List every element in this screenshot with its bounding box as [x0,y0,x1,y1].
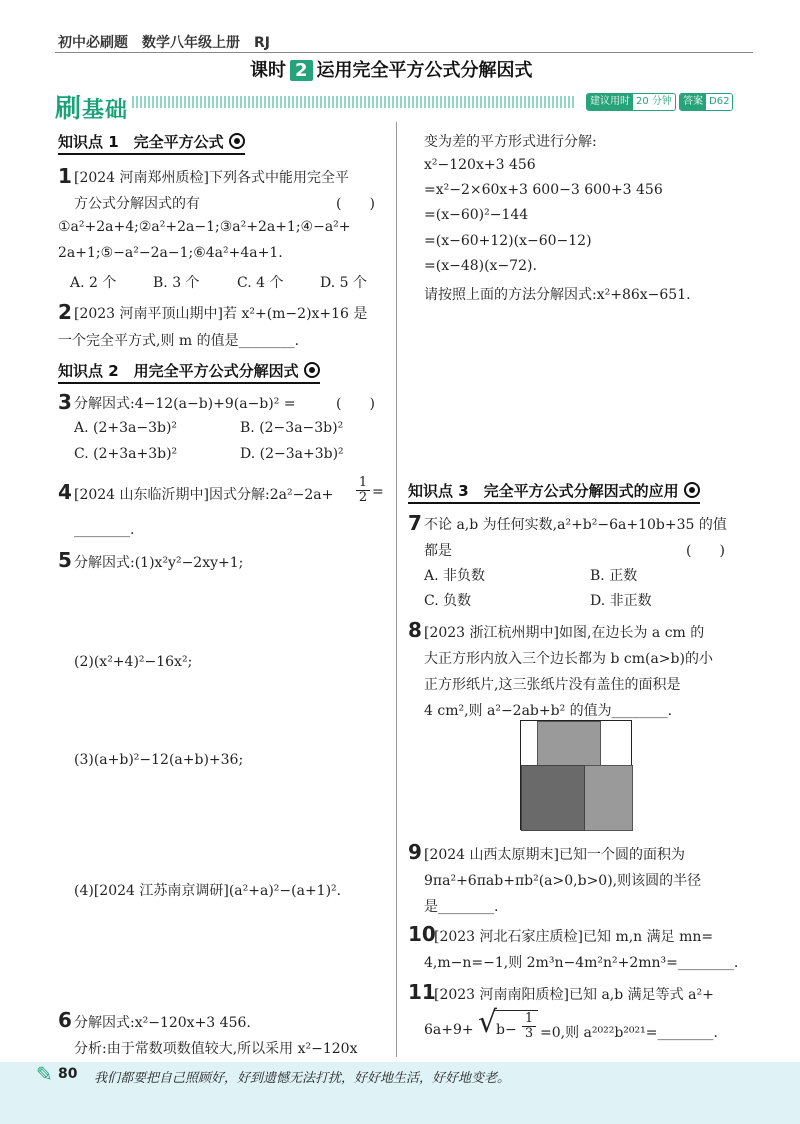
q1-number: 1 [58,164,72,188]
q6-continued-2: x²−120x+3 456 [424,157,536,173]
q10-line2: 4,m−n=−1,则 2m³n−4m²n²+2mn³=________. [424,955,739,971]
q11-frac-numerator: 1 [524,1011,534,1026]
q11-radicand: b− [496,1022,517,1038]
brand-big: 刷 [55,94,83,124]
q11-line2a: 6a+9+ [424,1022,474,1038]
time-key: 建议用时 [587,94,633,110]
page-number: 80 [58,1066,78,1082]
brand-banner [55,88,128,125]
q5-part3: (3)(a+b)²−12(a+b)+36; [74,752,244,768]
q4-equals: = [372,484,384,500]
q1-answer-blank: ( ) [336,196,375,212]
kp2-label: 知识点 2 用完全平方公式分解因式 [58,362,299,380]
q5-part1: 分解因式:(1)x²y²−2xy+1; [74,555,244,571]
q6-line1: 分解因式:x²−120x+3 456. [74,1015,251,1031]
q1-option-b: B. 3 个 [153,275,200,291]
q1-option-c: C. 4 个 [237,275,284,291]
q6-continued-3: =x²−2×60x+3 600−3 600+3 456 [424,182,663,198]
q7-option-c: C. 负数 [424,593,472,609]
paper-square-left [521,765,585,831]
q2-line2: 一个完全平方式,则 m 的值是________. [58,333,300,349]
q4-fraction [356,476,370,505]
q9-line2: 9πa²+6πab+πb²(a>0,b>0),则该圆的半径 [424,873,702,889]
q3-line1: 分解因式:4−12(a−b)+9(a−b)² = [74,396,296,412]
kp1-label: 知识点 1 完全平方公式 [58,133,224,151]
q7-line1: 不论 a,b 为任何实数,a²+b²−6a+10b+35 的值 [424,517,727,533]
q8-line3: 正方形纸片,这三张纸片没有盖住的面积是 [424,677,681,693]
q8-number: 8 [408,618,422,642]
q1-line2: 方公式分解因式的有 [74,196,200,212]
q11-number: 11 [408,980,436,1004]
radical-sign: √ [478,1005,498,1040]
q3-option-d: D. (2−3a+3b)² [240,446,344,462]
q11-fraction [522,1012,536,1041]
time-tag [586,93,676,111]
lesson-prefix: 课时 [250,60,286,81]
q8-line1: [2023 浙江杭州期中]如图,在边长为 a cm 的 [424,625,705,641]
target-icon [229,133,245,149]
q6-continued-5: =(x−60+12)(x−60−12) [424,233,592,249]
q6-continued-7: 请按照上面的方法分解因式:x²+86x−651. [424,287,691,303]
q9-line3: 是________. [424,899,499,915]
q10-number: 10 [408,922,436,946]
column-divider [396,122,397,1057]
squares-figure [520,720,632,830]
q8-line4: 4 cm²,则 a²−2ab+b² 的值为________. [424,703,673,719]
banner-stripes [132,96,576,108]
kp3-label: 知识点 3 完全平方公式分解因式的应用 [408,482,679,500]
q11-line1: [2023 河南南阳质检]已知 a,b 满足等式 a²+ [434,987,714,1003]
q3-answer-blank: ( ) [336,396,375,412]
knowledge-point-1 [58,131,245,155]
q6-number: 6 [58,1008,72,1032]
q11-line2b: =0,则 a²⁰²²b²⁰²¹=________. [540,1025,718,1041]
q6-continued-1: 变为差的平方形式进行分解: [424,134,597,150]
book-header: 初中必刷题 数学八年级上册 RJ [58,35,270,51]
lesson-number: 2 [290,60,313,81]
pencil-icon: ✎ [36,1062,53,1086]
target-icon [684,482,700,498]
q1-line1: [2024 河南郑州质检]下列各式中能用完全平 [74,170,350,186]
knowledge-point-3 [408,480,700,504]
q7-answer-blank: ( ) [686,543,725,559]
q9-line1: [2024 山西太原期末]已知一个圆的面积为 [424,847,686,863]
q6-line2: 分析:由于常数项数值较大,所以采用 x²−120x [74,1041,358,1057]
footer-motto: 我们都要把自己照顾好，好到遗憾无法打扰，好好地生活，好好地变老。 [94,1071,511,1086]
q5-part2: (2)(x²+4)²−16x²; [74,654,193,670]
answer-key: 答案 [680,94,706,110]
q7-option-b: B. 正数 [590,568,638,584]
time-value: 20 分钟 [633,94,675,110]
lesson-title [250,56,533,82]
brand-small: 基础 [82,98,129,123]
q4-line2: ________. [74,522,135,538]
q10-line1: [2023 河北石家庄质检]已知 m,n 满足 mn= [434,929,714,945]
lesson-name: 运用完全平方公式分解因式 [316,60,533,81]
q1-option-d: D. 5 个 [320,275,367,291]
q4-number: 4 [58,480,72,504]
answer-tag [679,93,733,111]
q9-number: 9 [408,840,422,864]
q1-line4: 2a+1;⑤−a²−2a−1;⑥4a²+4a+1. [58,245,283,261]
q6-continued-4: =(x−60)²−144 [424,207,529,223]
q2-line1: [2023 河南平顶山期中]若 x²+(m−2)x+16 是 [74,306,368,322]
q5-number: 5 [58,548,72,572]
q2-number: 2 [58,300,72,324]
q11-frac-denominator: 3 [522,1026,536,1041]
q7-option-d: D. 非正数 [590,593,652,609]
q4-frac-denominator: 2 [356,490,370,505]
header-rule [55,52,753,53]
q4-line1: [2024 山东临沂期中]因式分解:2a²−2a+ [74,487,334,503]
q7-number: 7 [408,511,422,535]
q3-number: 3 [58,390,72,414]
knowledge-point-2 [58,360,320,384]
q1-line3: ①a²+2a+4;②a²+2a−1;③a²+2a+1;④−a²+ [58,219,351,235]
q3-option-a: A. (2+3a−3b)² [74,420,178,436]
q7-line2: 都是 [424,543,452,559]
q3-option-b: B. (2−3a−3b)² [240,420,344,436]
q5-part4: (4)[2024 江苏南京调研](a²+a)²−(a+1)². [74,883,342,899]
q7-option-a: A. 非负数 [424,568,486,584]
target-icon [304,362,320,378]
q8-line2: 大正方形内放入三个边长都为 b cm(a>b)的小 [424,651,713,667]
answer-value: D62 [706,94,732,110]
q4-frac-numerator: 1 [358,475,368,490]
q3-option-c: C. (2+3a+3b)² [74,446,178,462]
q1-option-a: A. 2 个 [70,275,117,291]
q6-continued-6: =(x−48)(x−72). [424,258,537,274]
